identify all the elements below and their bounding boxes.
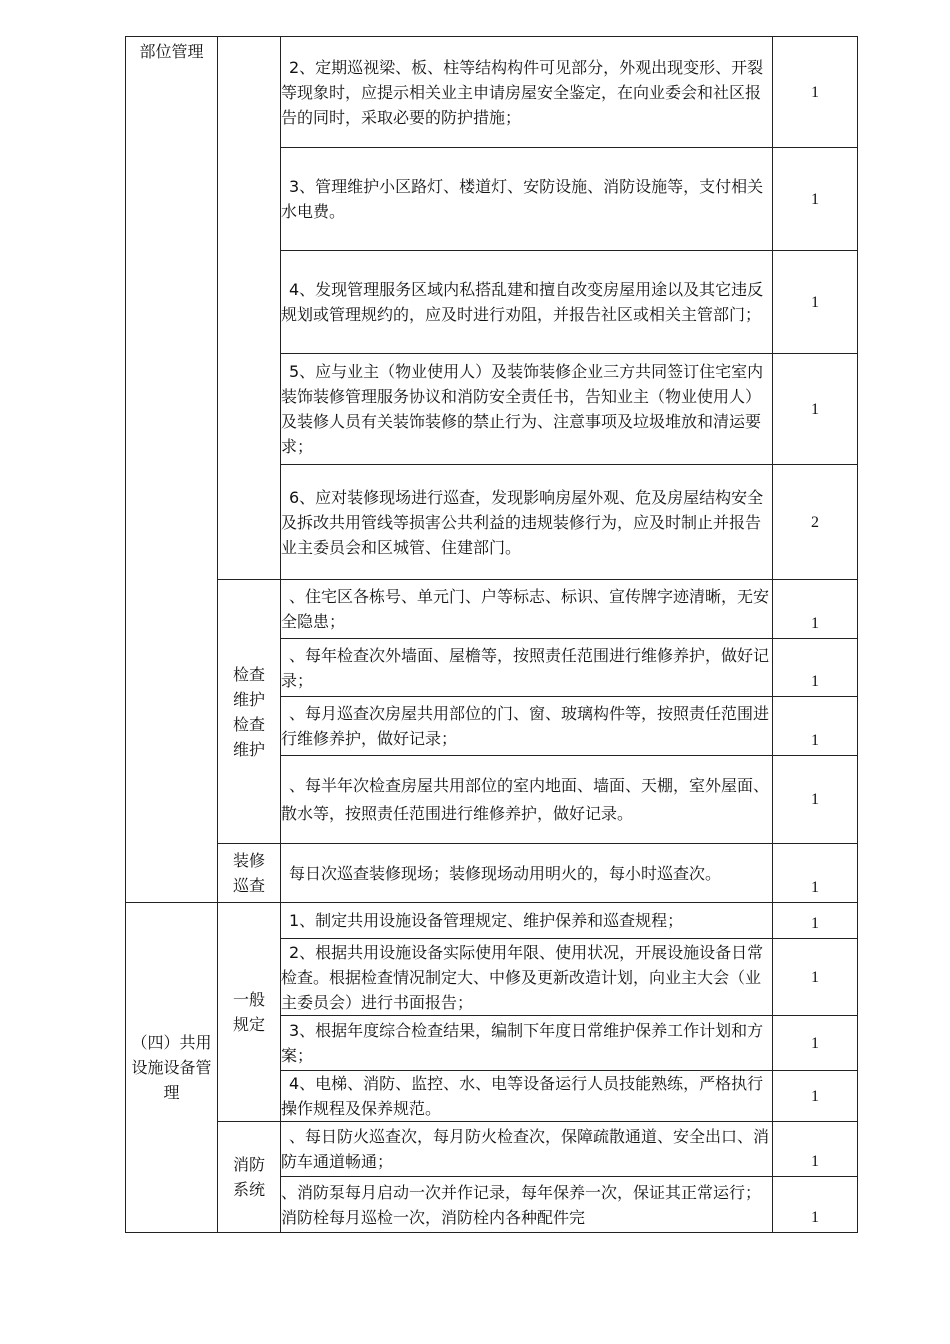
item-text: 4、电梯、消防、监控、水、电等设备运行人员技能熟练，严格执行操作规程及保养规范。 — [281, 1071, 773, 1122]
subcategory-label: 消防系统 — [232, 1155, 265, 1199]
subcategory-cell — [218, 1122, 281, 1233]
item-text: 2、根据共用设施设备实际使用年限、使用状况，开展设施设备日常检查。根据检查情况制定大、中修及更新改造计划，向业主大会（业主委员会）进行书面报告； — [281, 939, 773, 1016]
subcategory-cell — [218, 844, 281, 903]
item-text: 2、定期巡视梁、板、柱等结构构件可见部分，外观出现变形、开裂等现象时，应提示相关业主申请房屋安全鉴定，在向业委会和社区报告的同时，采取必要的防护措施； — [281, 37, 773, 148]
standards-table — [125, 36, 858, 1233]
category-cell — [126, 903, 218, 1233]
item-score: 2 — [773, 465, 858, 580]
item-text: 每日次巡查装修现场；装修现场动用明火的，每小时巡查次。 — [281, 844, 773, 903]
item-score: 1 — [773, 1122, 858, 1177]
item-score: 1 — [773, 756, 858, 844]
subcategory-cell — [218, 580, 281, 844]
item-text: 3、根据年度综合检查结果，编制下年度日常维护保养工作计划和方案； — [281, 1016, 773, 1071]
item-text: 、每月巡查次房屋共用部位的门、窗、玻璃构件等，按照责任范围进行维修养护，做好记录； — [281, 697, 773, 756]
item-text: 、住宅区各栋号、单元门、户等标志、标识、宣传牌字迹清晰，无安全隐患； — [281, 580, 773, 639]
item-score: 1 — [773, 354, 858, 465]
subcategory-cell-empty — [218, 37, 281, 580]
table-row — [126, 903, 858, 939]
item-score: 1 — [773, 148, 858, 251]
table-row — [126, 580, 858, 639]
category-label: （四）共用设施设备管理 — [131, 1033, 212, 1102]
item-text: 、每半年次检查房屋共用部位的室内地面、墙面、天棚，室外屋面、散水等，按照责任范围进行维修养护，做好记录。 — [281, 756, 773, 844]
item-text: 、消防泵每月启动一次并作记录，每年保养一次，保证其正常运行；消防栓每月巡检一次，消防栓内各种配件完 — [281, 1177, 773, 1233]
subcategory-label: 装修巡查 — [232, 851, 265, 895]
item-score: 1 — [773, 1016, 858, 1071]
item-score: 1 — [773, 844, 858, 903]
item-score: 1 — [773, 697, 858, 756]
item-score: 1 — [773, 1177, 858, 1233]
table-row — [126, 37, 858, 148]
item-score: 1 — [773, 251, 858, 354]
subcategory-label: 检查维护检查维护 — [232, 664, 265, 759]
item-text: 、每日防火巡查次，每月防火检查次，保障疏散通道、安全出口、消防车通道畅通； — [281, 1122, 773, 1177]
category-label: 部位管理 — [139, 42, 204, 61]
table-row — [126, 1122, 858, 1177]
item-text: 6、应对装修现场进行巡查，发现影响房屋外观、危及房屋结构安全及拆改共用管线等损害公共利益的违规装修行为，应及时制止并报告业主委员会和区城管、住建部门。 — [281, 465, 773, 580]
item-score: 1 — [773, 1071, 858, 1122]
item-text: 1、制定共用设施设备管理规定、维护保养和巡查规程； — [281, 903, 773, 939]
subcategory-cell — [218, 903, 281, 1122]
item-score: 1 — [773, 580, 858, 639]
category-cell — [126, 37, 218, 903]
subcategory-label: 一般规定 — [232, 990, 265, 1034]
table-row — [126, 844, 858, 903]
item-score: 1 — [773, 939, 858, 1016]
item-score: 1 — [773, 37, 858, 148]
item-text: 、每年检查次外墙面、屋檐等，按照责任范围进行维修养护，做好记录； — [281, 639, 773, 697]
item-score: 1 — [773, 639, 858, 697]
item-text: 3、管理维护小区路灯、楼道灯、安防设施、消防设施等，支付相关水电费。 — [281, 148, 773, 251]
item-text: 4、发现管理服务区域内私搭乱建和擅自改变房屋用途以及其它违反规划或管理规约的，应及时进行劝阻，并报告社区或相关主管部门； — [281, 251, 773, 354]
item-score: 1 — [773, 903, 858, 939]
item-text: 5、应与业主（物业使用人）及装饰装修企业三方共同签订住宅室内装饰装修管理服务协议和消防安全责任书，告知业主（物业使用人）及装修人员有关装饰装修的禁止行为、注意事项及垃圾堆放和清运要求； — [281, 354, 773, 465]
